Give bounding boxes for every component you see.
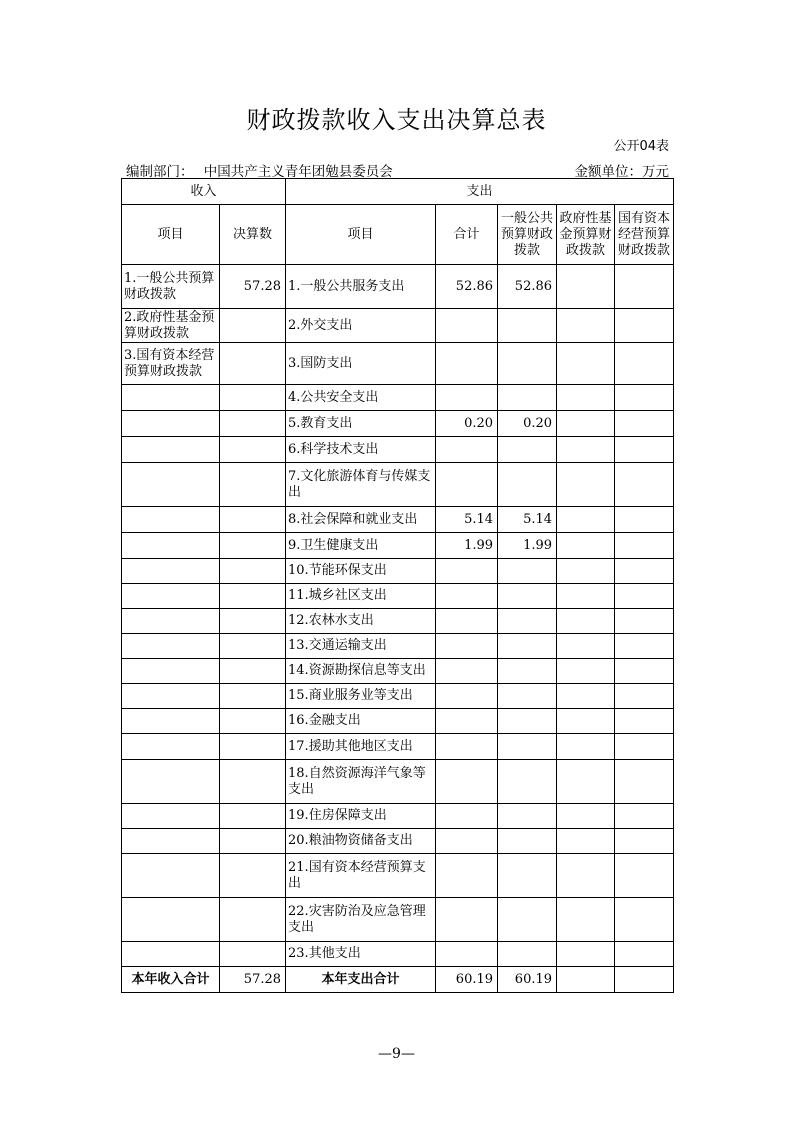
state-capital-amount <box>615 634 674 659</box>
state-capital-amount <box>615 659 674 684</box>
expense-total-label: 本年支出合计 <box>286 967 436 993</box>
table-row <box>122 265 674 309</box>
expense-item: 4.公共安全支出 <box>286 385 436 411</box>
general-budget-amount <box>498 854 557 898</box>
expense-total <box>436 385 498 411</box>
income-amount <box>220 829 286 854</box>
expense-item: 20.粮油物资储备支出 <box>286 829 436 854</box>
gov-fund-amount <box>557 385 615 411</box>
income-item <box>122 854 220 898</box>
income-item <box>122 829 220 854</box>
expense-item: 12.农林水支出 <box>286 609 436 634</box>
expense-item: 1.一般公共服务支出 <box>286 265 436 309</box>
expense-total <box>436 829 498 854</box>
general-budget-amount <box>498 559 557 584</box>
expense-item-header: 项目 <box>286 205 436 265</box>
expense-section-header: 支出 <box>286 179 674 205</box>
income-item <box>122 463 220 507</box>
expense-total: 1.99 <box>436 533 498 559</box>
income-amount <box>220 898 286 942</box>
general-budget-amount <box>498 309 557 343</box>
expense-total <box>436 309 498 343</box>
gov-fund-amount <box>557 411 615 437</box>
expense-item: 14.资源勘探信息等支出 <box>286 659 436 684</box>
income-item <box>122 898 220 942</box>
expense-total <box>436 942 498 967</box>
totals-row <box>122 967 674 993</box>
gov-fund-amount <box>557 533 615 559</box>
state-capital-amount <box>615 898 674 942</box>
state-capital-amount <box>615 533 674 559</box>
table-row <box>122 507 674 533</box>
income-amount <box>220 343 286 385</box>
income-amount <box>220 463 286 507</box>
state-capital-amount <box>615 507 674 533</box>
table-row <box>122 609 674 634</box>
income-total-amount: 57.28 <box>220 967 286 993</box>
table-row <box>122 734 674 760</box>
income-item <box>122 385 220 411</box>
state-capital-header: 国有资本经营预算财政拨款 <box>615 205 674 265</box>
expense-item: 23.其他支出 <box>286 942 436 967</box>
general-budget-amount <box>498 829 557 854</box>
expense-item: 6.科学技术支出 <box>286 437 436 463</box>
income-amount <box>220 760 286 804</box>
expense-item: 10.节能环保支出 <box>286 559 436 584</box>
state-capital-amount <box>615 804 674 829</box>
table-row <box>122 942 674 967</box>
income-amount <box>220 709 286 734</box>
income-amount: 57.28 <box>220 265 286 309</box>
general-budget-amount: 52.86 <box>498 265 557 309</box>
gov-fund-amount <box>557 684 615 709</box>
general-budget-amount <box>498 463 557 507</box>
expense-item: 7.文化旅游体育与传媒支出 <box>286 463 436 507</box>
gov-fund-amount <box>557 829 615 854</box>
income-item <box>122 634 220 659</box>
gov-fund-amount <box>557 854 615 898</box>
expense-total <box>436 734 498 760</box>
general-budget-amount: 0.20 <box>498 411 557 437</box>
gov-fund-amount <box>557 804 615 829</box>
expense-item: 11.城乡社区支出 <box>286 584 436 609</box>
general-budget-amount <box>498 709 557 734</box>
table-row <box>122 709 674 734</box>
income-amount <box>220 609 286 634</box>
general-budget-amount <box>498 734 557 760</box>
expense-item: 13.交通运输支出 <box>286 634 436 659</box>
expense-item: 5.教育支出 <box>286 411 436 437</box>
table-row <box>122 385 674 411</box>
income-item <box>122 609 220 634</box>
income-amount <box>220 804 286 829</box>
page-title: 财政拨款收入支出决算总表 <box>246 106 547 134</box>
general-budget-amount <box>498 584 557 609</box>
general-budget-amount <box>498 804 557 829</box>
expense-item: 8.社会保障和就业支出 <box>286 507 436 533</box>
expense-total <box>436 463 498 507</box>
dept-name: 中国共产主义青年团勉县委员会 <box>203 164 393 180</box>
expense-item: 3.国防支出 <box>286 343 436 385</box>
income-amount <box>220 634 286 659</box>
expense-item: 9.卫生健康支出 <box>286 533 436 559</box>
income-item <box>122 584 220 609</box>
gov-fund-amount <box>557 507 615 533</box>
financial-summary-table <box>121 178 674 993</box>
state-capital-amount <box>615 265 674 309</box>
gov-fund-amount <box>557 463 615 507</box>
amount-unit: 金额单位：万元 <box>574 164 669 180</box>
expense-item: 22.灾害防治及应急管理支出 <box>286 898 436 942</box>
expense-total <box>436 559 498 584</box>
state-capital-amount <box>615 584 674 609</box>
income-item <box>122 709 220 734</box>
gov-fund-amount <box>557 609 615 634</box>
table-row <box>122 437 674 463</box>
income-item: 1.一般公共预算财政拨款 <box>122 265 220 309</box>
gov-fund-amount <box>557 265 615 309</box>
general-budget-amount: 5.14 <box>498 507 557 533</box>
general-budget-amount <box>498 659 557 684</box>
gov-fund-amount <box>557 437 615 463</box>
income-item <box>122 437 220 463</box>
gov-fund-amount <box>557 898 615 942</box>
state-capital-amount <box>615 463 674 507</box>
state-capital-amount <box>615 709 674 734</box>
income-amount <box>220 684 286 709</box>
income-amount <box>220 385 286 411</box>
state-capital-amount <box>615 760 674 804</box>
general-budget-amount <box>498 343 557 385</box>
income-item <box>122 533 220 559</box>
table-row <box>122 463 674 507</box>
expense-total: 0.20 <box>436 411 498 437</box>
income-total-label: 本年收入合计 <box>122 967 220 993</box>
dept-label: 编制部门： <box>126 164 194 180</box>
income-item <box>122 734 220 760</box>
expense-item: 17.援助其他地区支出 <box>286 734 436 760</box>
state-capital-amount <box>615 829 674 854</box>
income-item <box>122 684 220 709</box>
gov-fund-amount <box>557 343 615 385</box>
expense-total-amount: 60.19 <box>436 967 498 993</box>
expense-item: 16.金融支出 <box>286 709 436 734</box>
income-item: 3.国有资本经营预算财政拨款 <box>122 343 220 385</box>
income-actual-header: 决算数 <box>220 205 286 265</box>
expense-item: 21.国有资本经营预算支出 <box>286 854 436 898</box>
income-amount <box>220 533 286 559</box>
table-row <box>122 829 674 854</box>
income-item <box>122 507 220 533</box>
income-amount <box>220 559 286 584</box>
income-item-header: 项目 <box>122 205 220 265</box>
income-section-header: 收入 <box>122 179 286 205</box>
expense-item: 2.外交支出 <box>286 309 436 343</box>
income-amount <box>220 507 286 533</box>
expense-item: 15.商业服务业等支出 <box>286 684 436 709</box>
income-item <box>122 804 220 829</box>
general-budget-amount <box>498 609 557 634</box>
table-row <box>122 684 674 709</box>
income-amount <box>220 584 286 609</box>
expense-total: 5.14 <box>436 507 498 533</box>
state-capital-amount <box>615 609 674 634</box>
expense-total <box>436 343 498 385</box>
income-amount <box>220 411 286 437</box>
table-row <box>122 854 674 898</box>
state-capital-amount <box>615 309 674 343</box>
expense-total-header: 合计 <box>436 205 498 265</box>
income-amount <box>220 942 286 967</box>
income-amount <box>220 659 286 684</box>
gov-fund-amount <box>557 559 615 584</box>
general-total-amount: 60.19 <box>498 967 557 993</box>
table-row <box>122 634 674 659</box>
expense-total <box>436 854 498 898</box>
expense-item: 19.住房保障支出 <box>286 804 436 829</box>
general-budget-amount <box>498 634 557 659</box>
expense-item: 18.自然资源海洋气象等支出 <box>286 760 436 804</box>
general-budget-amount <box>498 684 557 709</box>
expense-total: 52.86 <box>436 265 498 309</box>
general-budget-amount: 1.99 <box>498 533 557 559</box>
report-meta <box>126 160 669 180</box>
state-capital-amount <box>615 684 674 709</box>
form-number: 公开04表 <box>613 139 669 154</box>
expense-total <box>436 609 498 634</box>
income-item <box>122 760 220 804</box>
state-capital-amount <box>615 437 674 463</box>
expense-total <box>436 760 498 804</box>
income-item <box>122 659 220 684</box>
state-capital-amount <box>615 385 674 411</box>
gov-fund-amount <box>557 734 615 760</box>
income-amount <box>220 309 286 343</box>
table-row <box>122 309 674 343</box>
gov-fund-amount <box>557 659 615 684</box>
expense-total <box>436 709 498 734</box>
gov-fund-amount <box>557 584 615 609</box>
table-row <box>122 760 674 804</box>
state-capital-amount <box>615 854 674 898</box>
income-amount <box>220 437 286 463</box>
income-amount <box>220 854 286 898</box>
general-budget-amount <box>498 385 557 411</box>
gov-fund-amount <box>557 942 615 967</box>
general-budget-amount <box>498 942 557 967</box>
general-budget-amount <box>498 437 557 463</box>
general-budget-amount <box>498 898 557 942</box>
state-capital-amount <box>615 559 674 584</box>
expense-total <box>436 898 498 942</box>
expense-total <box>436 584 498 609</box>
table-row <box>122 584 674 609</box>
general-budget-header: 一般公共预算财政拨款 <box>498 205 557 265</box>
table-row <box>122 533 674 559</box>
expense-total <box>436 684 498 709</box>
general-budget-amount <box>498 760 557 804</box>
state-capital-amount <box>615 343 674 385</box>
gov-fund-amount <box>557 309 615 343</box>
table-row <box>122 343 674 385</box>
table-row <box>122 559 674 584</box>
gov-fund-header: 政府性基金预算财政拨款 <box>557 205 615 265</box>
table-row <box>122 804 674 829</box>
fund-total-amount <box>557 967 615 993</box>
table-row <box>122 659 674 684</box>
expense-total <box>436 804 498 829</box>
gov-fund-amount <box>557 634 615 659</box>
state-capital-amount <box>615 942 674 967</box>
income-item <box>122 942 220 967</box>
income-item <box>122 559 220 584</box>
page-number: —9— <box>378 1046 415 1062</box>
gov-fund-amount <box>557 760 615 804</box>
table-row <box>122 898 674 942</box>
capital-total-amount <box>615 967 674 993</box>
state-capital-amount <box>615 411 674 437</box>
expense-total <box>436 659 498 684</box>
income-amount <box>220 734 286 760</box>
income-item <box>122 411 220 437</box>
income-item: 2.政府性基金预算财政拨款 <box>122 309 220 343</box>
expense-total <box>436 437 498 463</box>
table-body <box>122 265 674 967</box>
state-capital-amount <box>615 734 674 760</box>
gov-fund-amount <box>557 709 615 734</box>
table-row <box>122 411 674 437</box>
expense-total <box>436 634 498 659</box>
